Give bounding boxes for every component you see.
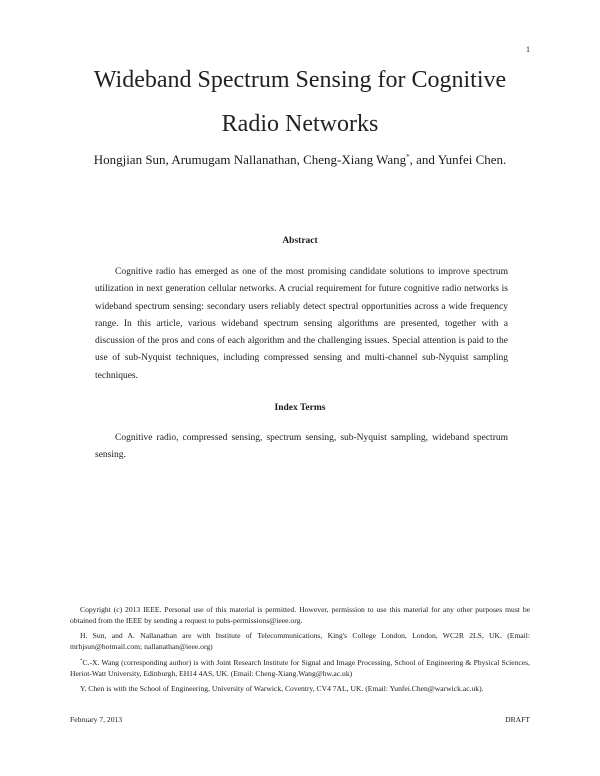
title-line-1: Wideband Spectrum Sensing for Cognitive: [93, 67, 507, 93]
footnote-copyright: Copyright (c) 2013 IEEE. Personal use of this material is permitted. However, permission to use this material for any other purposes must be obtained from the IEEE by sending a request to pubs-permissions@ieee.org.: [70, 605, 530, 625]
title-line-2: Radio Networks: [221, 111, 379, 137]
footnote-wang: [70, 656, 530, 679]
page-number: 1: [526, 45, 530, 54]
footnote-wang-mark: *: [80, 659, 83, 664]
paper-title: [40, 58, 560, 146]
index-terms-heading: Index Terms: [274, 403, 326, 413]
footnote-chen: Y. Chen is with the School of Engineering, University of Warwick, Coventry, CV4 7AL, UK. (Email: Yunfei.Chen@warwick.ac.uk).: [80, 684, 484, 693]
abstract-heading: Abstract: [282, 236, 318, 246]
abstract-text: Cognitive radio has emerged as one of the most promising candidate solutions to improve spectrum utilization in next generation cellular networks. A crucial requirement for future cognitive radio networks is wideband spectrum sensing: secondary users reliably detect spectral opportunities across a wide frequency range. In this article, various wideband spectrum sensing algorithms are presented, together with a discussion of the pros and cons of each algorithm and the challenging issues. Special attention is paid to the use of sub-Nyquist techniques, including compressed sensing and multi-channel sub-Nyquist sampling techniques.: [95, 267, 508, 381]
corresponding-author-mark: *: [406, 153, 410, 161]
footnote-sun-nallanathan: H. Sun, and A. Nallanathan are with Institute of Telecommunications, King's College London, London, WC2R 2LS, UK. (Email: mrhjsun@hotmail.com; nallanathan@ieee.org): [70, 631, 530, 651]
authors-first: Hongjian Sun, Arumugam Nallanathan, Cheng-Xiang Wang: [93, 152, 407, 167]
index-terms-text: Cognitive radio, compressed sensing, spectrum sensing, sub-Nyquist sampling, wideband spectrum sensing.: [95, 433, 508, 461]
footer-draft-label: DRAFT: [505, 715, 530, 724]
author-list: [40, 152, 560, 168]
footnotes: [70, 604, 530, 698]
authors-last: , and Yunfei Chen.: [409, 152, 507, 167]
footer-date: February 7, 2013: [70, 715, 123, 724]
footnote-wang-text: C.-X. Wang (corresponding author) is with Joint Research Institute for Signal and Image Processing, School of Engineering & Physical Sciences, Heriot-Watt University, Edinburgh, EH14 4AS, UK. (Email: Cheng-Xiang.Wang@hw.ac.uk): [70, 658, 530, 678]
